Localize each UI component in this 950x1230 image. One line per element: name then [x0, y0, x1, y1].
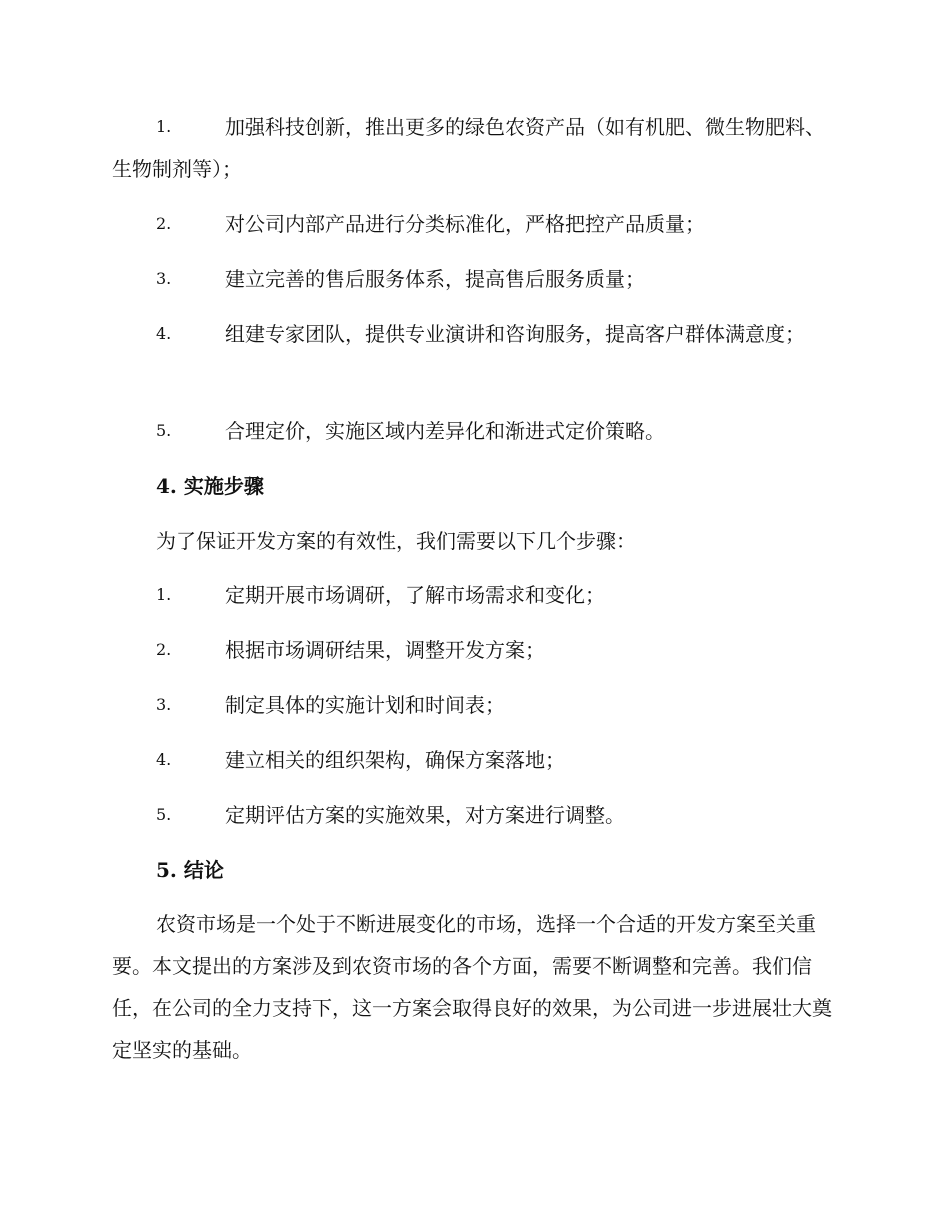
list-item	[112, 574, 834, 616]
list-number: 1.	[156, 585, 172, 604]
list-number: 3.	[156, 695, 172, 714]
list-text: 建立完善的售后服务体系，提高售后服务质量；	[225, 267, 645, 291]
list-text: 定期评估方案的实施效果，对方案进行调整。	[225, 803, 625, 827]
list-item	[112, 684, 834, 726]
list-item	[112, 258, 834, 300]
list-number: 4.	[156, 324, 172, 343]
section-intro: 为了保证开发方案的有效性，我们需要以下几个步骤：	[156, 529, 636, 553]
list-text: 合理定价，实施区域内差异化和渐进式定价策略。	[225, 419, 665, 443]
list-number: 3.	[156, 269, 172, 288]
list-item	[112, 739, 834, 781]
list-text: 根据市场调研结果，调整开发方案；	[225, 638, 545, 662]
list-item	[112, 106, 834, 190]
list-number: 2.	[156, 214, 172, 233]
list-number: 1.	[156, 117, 172, 136]
list-text: 制定具体的实施计划和时间表；	[225, 693, 505, 717]
list-item	[112, 203, 834, 245]
list-text: 组建专家团队，提供专业演讲和咨询服务，提高客户群体满意度；	[225, 322, 805, 346]
list-text: 加强科技创新，推出更多的绿色农资产品（如有机肥、微生物肥料、生物制剂等）；	[112, 115, 825, 181]
list-item	[112, 410, 834, 452]
list-text: 对公司内部产品进行分类标准化，严格把控产品质量；	[225, 212, 705, 236]
list-item	[112, 313, 834, 355]
list-text: 建立相关的组织架构，确保方案落地；	[225, 748, 565, 772]
list-number: 5.	[156, 805, 172, 824]
list-text: 定期开展市场调研，了解市场需求和变化；	[225, 583, 605, 607]
list-number: 4.	[156, 750, 172, 769]
list-item	[112, 794, 834, 836]
section-heading-implementation: 4. 实施步骤	[156, 474, 264, 498]
conclusion-paragraph: 农资市场是一个处于不断进展变化的市场，选择一个合适的开发方案至关重要。本文提出的方案涉及到农资市场的各个方面，需要不断调整和完善。我们信任，在公司的全力支持下，这一方案会取得良好的效果，为公司进一步进展壮大奠定坚实的基础。	[112, 912, 832, 1062]
section-heading-conclusion: 5. 结论	[156, 858, 224, 882]
list-number: 5.	[156, 421, 172, 440]
list-item	[112, 629, 834, 671]
list-number: 2.	[156, 640, 172, 659]
